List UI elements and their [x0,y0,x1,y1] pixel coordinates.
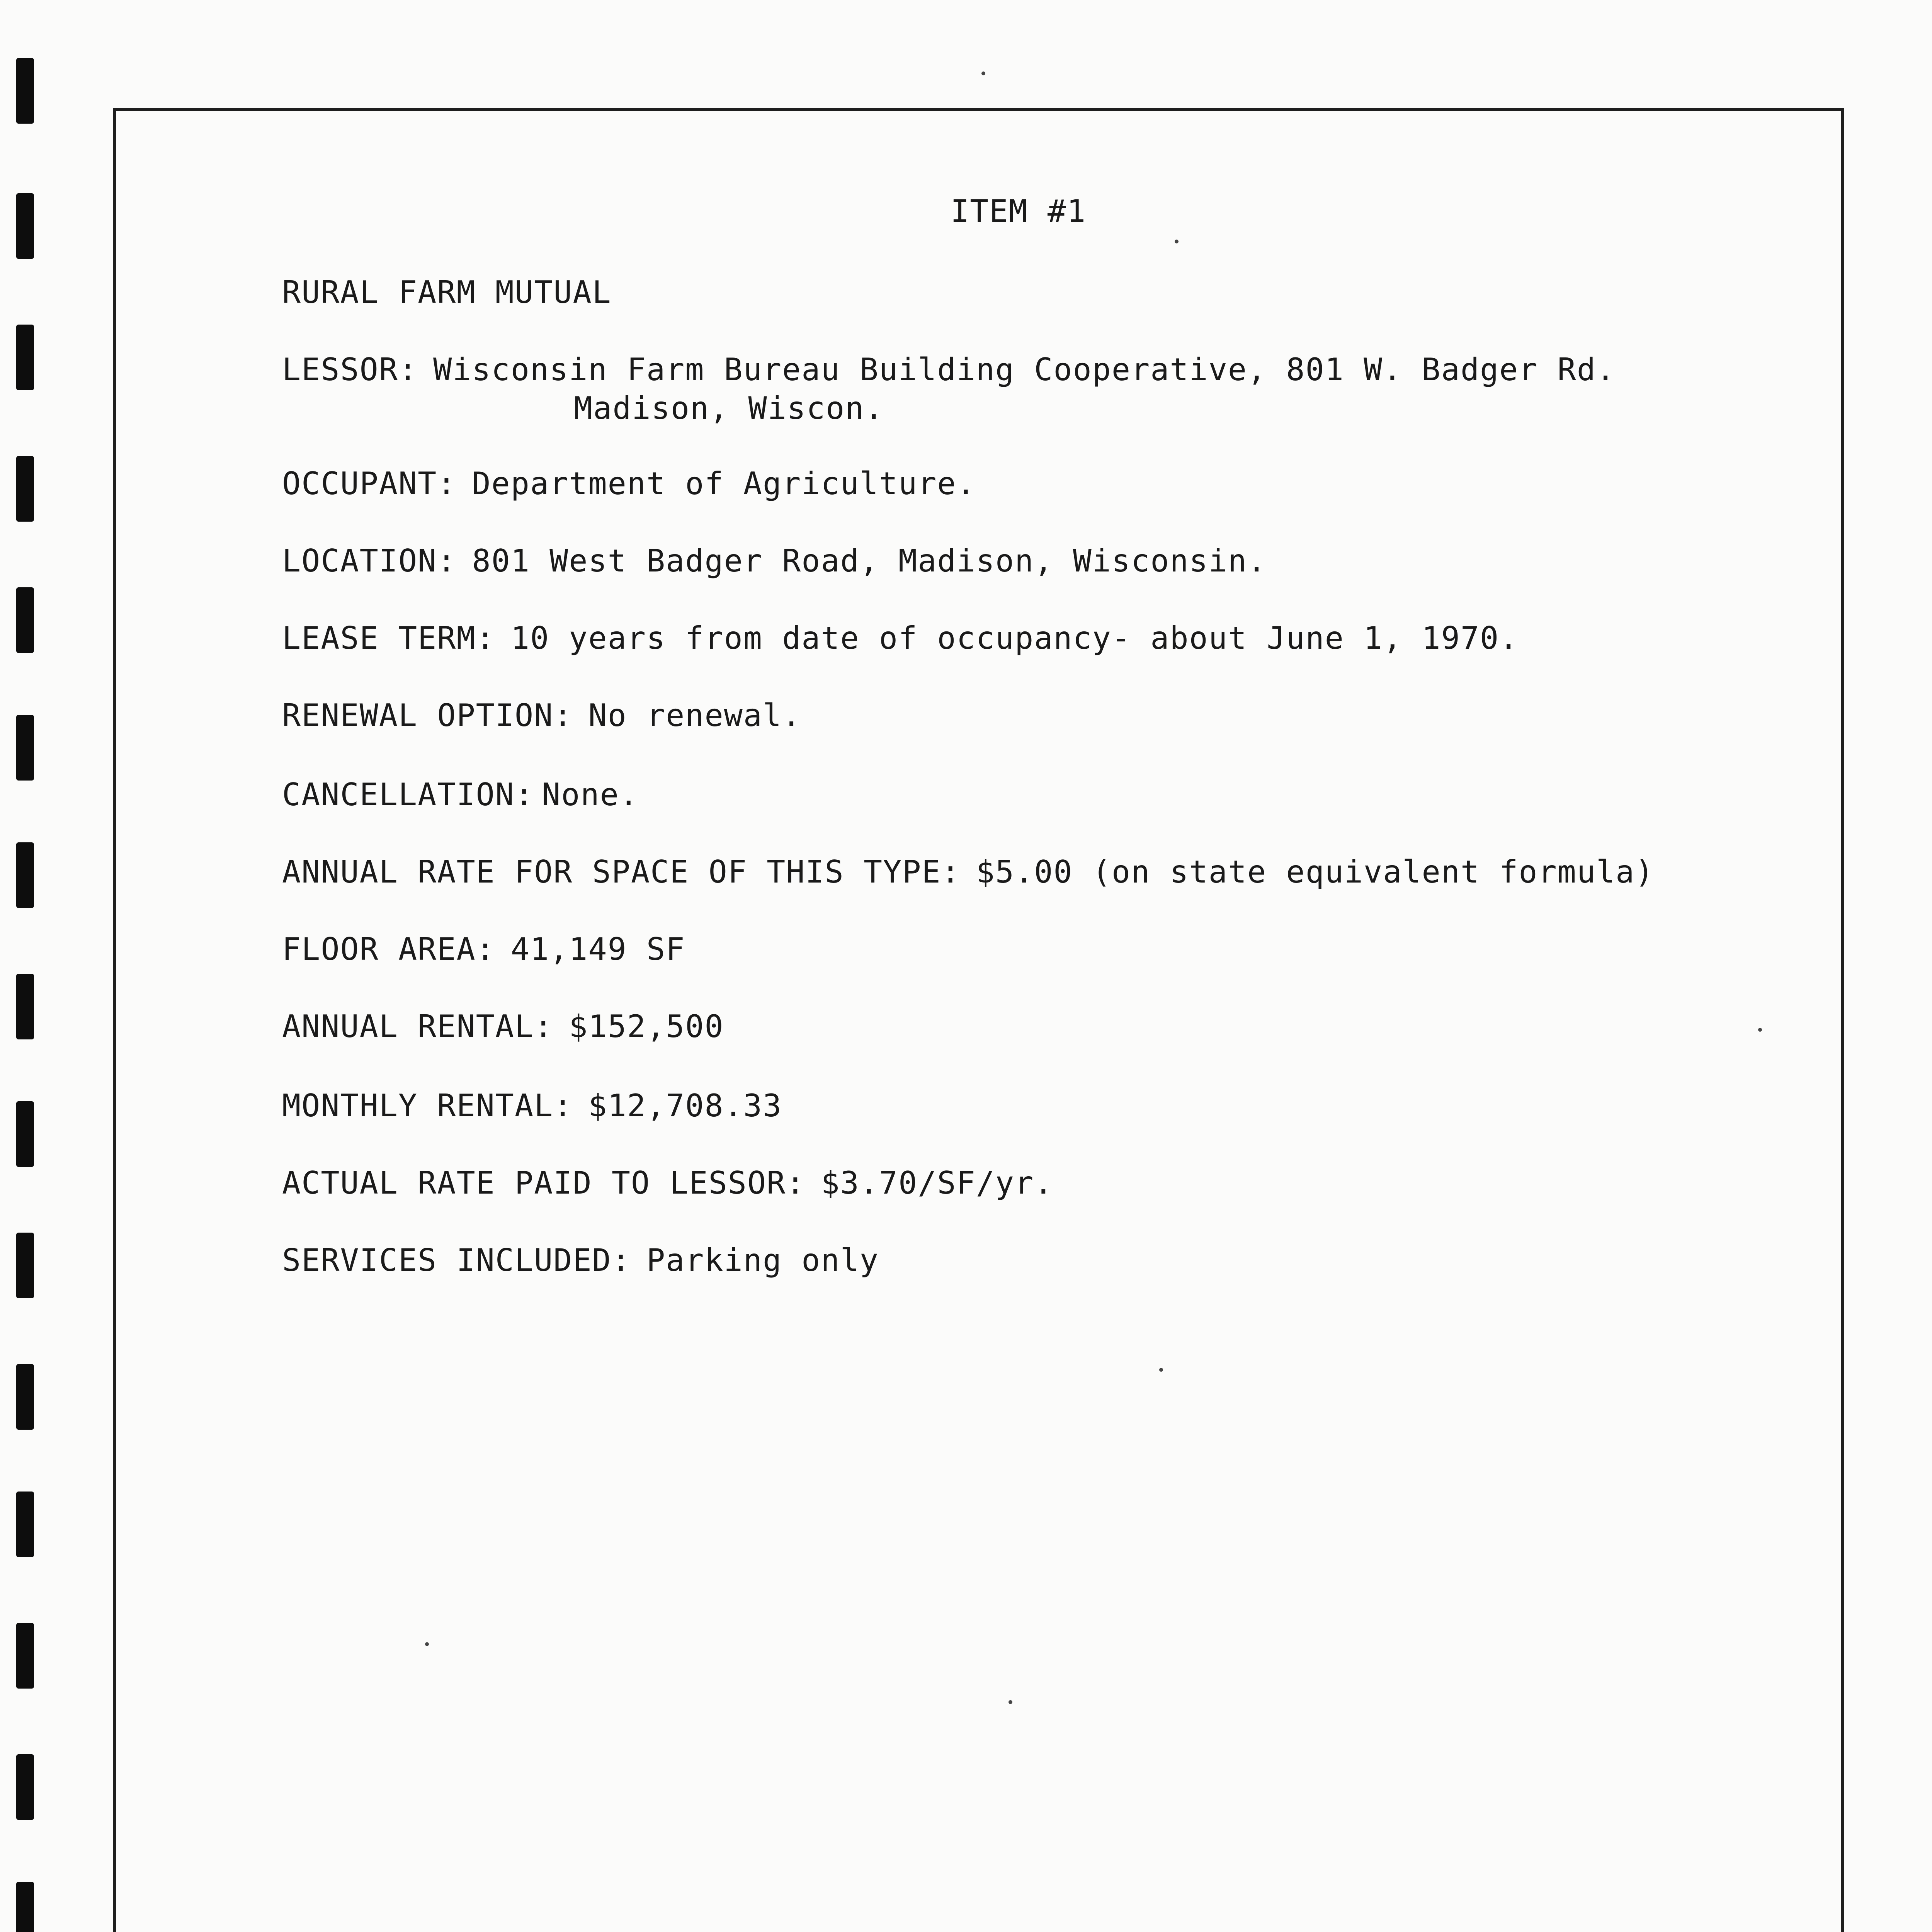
field-monthly-rental [282,1088,782,1124]
field-value: $5.00 (on state equivalent formula) [976,854,1655,890]
field-label: FLOOR AREA: [282,931,495,967]
binder-punch-mark [16,193,34,259]
field-label: MONTHLY RENTAL: [282,1088,573,1124]
field-label: ANNUAL RATE FOR SPACE OF THIS TYPE: [282,854,961,890]
field-actual-rate [282,1165,1053,1201]
binder-punch-mark [16,58,34,124]
field-lessor-continuation: Madison, Wiscon. [574,390,884,426]
field-label: LOCATION: [282,543,457,579]
field-lease-term [282,620,1519,656]
field-floor-area [282,931,685,967]
binder-punch-mark [16,456,34,522]
item-title: ITEM #1 [951,193,1087,229]
field-value: None. [542,777,639,813]
binder-punch-mark [16,1233,34,1298]
field-value: Department of Agriculture. [472,466,976,502]
binder-punch-mark [16,1101,34,1167]
binder-punch-mark [16,325,34,390]
field-label: ACTUAL RATE PAID TO LESSOR: [282,1165,806,1201]
field-renewal-option [282,697,801,733]
field-value: Parking only [646,1242,879,1278]
field-label: CANCELLATION: [282,777,534,813]
field-label: SERVICES INCLUDED: [282,1242,631,1278]
field-lessor [282,352,1616,388]
field-label: ANNUAL RENTAL: [282,1009,554,1044]
field-annual-rate [282,854,1655,890]
field-cancellation [282,777,639,813]
field-value: 10 years from date of occupancy- about June 1, 1970. [510,620,1519,656]
field-label: RENEWAL OPTION: [282,697,573,733]
binder-punch-mark [16,842,34,908]
field-value: 801 West Badger Road, Madison, Wisconsin. [472,543,1267,579]
binder-punch-mark [16,1492,34,1557]
field-occupant [282,466,976,502]
document-heading: RURAL FARM MUTUAL [282,274,612,310]
field-value: $12,708.33 [588,1088,782,1124]
field-value: 41,149 SF [510,931,685,967]
field-services-included [282,1242,879,1278]
binder-punch-mark [16,715,34,781]
scan-speck [981,71,985,75]
field-label: OCCUPANT: [282,466,457,502]
field-location [282,543,1267,579]
field-value: Wisconsin Farm Bureau Building Cooperative, 801 W. Badger Rd. [433,352,1616,388]
field-label: LESSOR: [282,352,418,388]
binder-punch-mark [16,974,34,1039]
binder-punch-mark [16,1364,34,1430]
binder-punch-mark [16,587,34,653]
field-annual-rental [282,1009,724,1044]
binder-punch-mark [16,1754,34,1820]
field-value: No renewal. [588,697,802,733]
binder-punch-mark [16,1882,34,1932]
field-value: $152,500 [569,1009,724,1044]
field-value: $3.70/SF/yr. [821,1165,1054,1201]
binder-punch-mark [16,1623,34,1689]
field-label: LEASE TERM: [282,620,495,656]
